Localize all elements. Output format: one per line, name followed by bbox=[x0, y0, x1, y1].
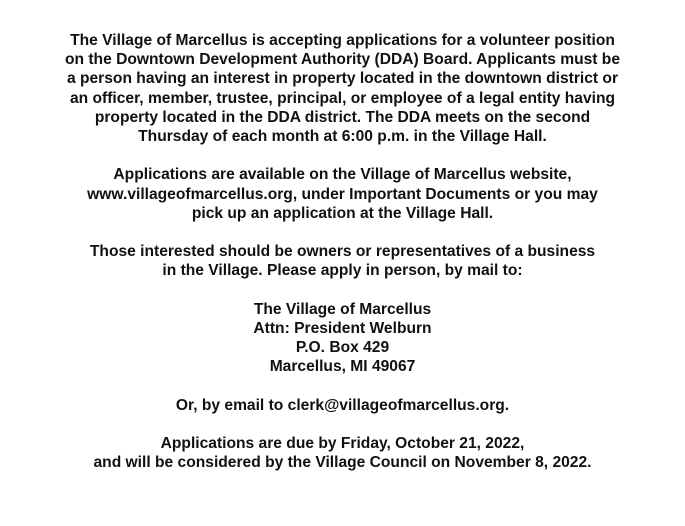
intro-line: a person having an interest in property located in the downtown district or bbox=[66, 70, 619, 88]
deadline-paragraph bbox=[0, 434, 685, 472]
intro-line: an officer, member, trustee, principal, or employee of a legal entity having bbox=[69, 89, 616, 107]
email-paragraph bbox=[0, 396, 685, 415]
eligibility-line: in the Village. Please apply in person, by mail to: bbox=[162, 262, 523, 280]
availability-line: pick up an application at the Village Hall. bbox=[191, 204, 494, 222]
deadline-line: Applications are due by Friday, October 21, 2022, bbox=[160, 435, 525, 453]
intro-paragraph bbox=[0, 31, 685, 146]
email-line: Or, by email to clerk@villageofmarcellus.org. bbox=[175, 396, 510, 414]
deadline-line: and will be considered by the Village Council on November 8, 2022. bbox=[93, 454, 592, 472]
address-line: The Village of Marcellus bbox=[253, 300, 432, 318]
address-line: P.O. Box 429 bbox=[295, 339, 390, 357]
intro-line: Thursday of each month at 6:00 p.m. in the Village Hall. bbox=[138, 128, 547, 146]
eligibility-paragraph bbox=[0, 242, 685, 280]
address-line: Attn: President Welburn bbox=[253, 320, 432, 337]
availability-line: Applications are available on the Village of Marcellus website, bbox=[113, 166, 572, 184]
intro-line: on the Downtown Development Authority (DDA) Board. Applicants must be bbox=[64, 51, 621, 69]
notice-document bbox=[0, 31, 685, 473]
mailing-address bbox=[0, 300, 685, 377]
intro-line: The Village of Marcellus is accepting applications for a volunteer position bbox=[70, 32, 615, 49]
availability-line: www.villageofmarcellus.org, under Important Documents or you may bbox=[87, 185, 598, 203]
eligibility-line: Those interested should be owners or representatives of a business bbox=[89, 243, 596, 261]
address-line: Marcellus, MI 49067 bbox=[269, 358, 416, 376]
intro-line: property located in the DDA district. The DDA meets on the second bbox=[94, 108, 591, 126]
availability-paragraph bbox=[0, 165, 685, 223]
